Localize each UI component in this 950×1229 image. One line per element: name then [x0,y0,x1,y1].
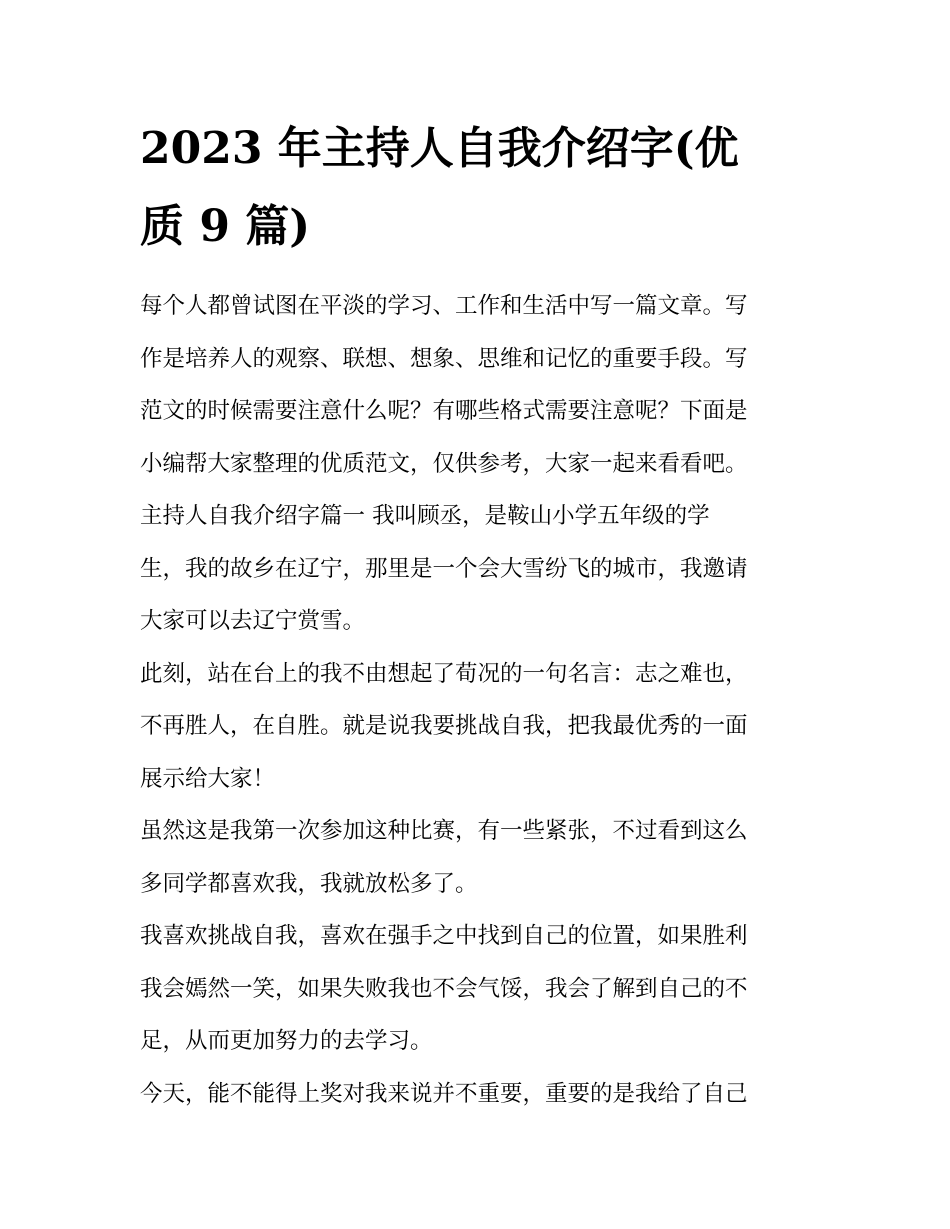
text-line: 足，从而更加努力的去学习。 [140,1028,433,1054]
text-line: 展示给大家！ [140,765,276,792]
text-line: 大家可以去辽宁赏雪。 [140,608,366,634]
text-line: 多同学都喜欢我，我就放松多了。 [140,870,478,897]
text-line: 主持人自我介绍字篇一 我叫顾丞，是鞍山小学五年级的学 [140,503,710,529]
text-line: 作是培养人的观察、联想、想象、思维和记忆的重要手段。写 [140,345,748,372]
text-line: 今天，能不能得上奖对我来说并不重要，重要的是我给了自己 [140,1080,748,1107]
document-content [140,110,820,1120]
text-line: 不再胜人，在自胜。就是说我要挑战自我，把我最优秀的一面 [140,713,748,739]
text-line: 此刻，站在台上的我不由想起了荀况的一句名言：志之难也， [140,660,748,687]
text-line: 我喜欢挑战自我，喜欢在强手之中找到自己的位置，如果胜利 [140,923,748,949]
text-line: 小编帮大家整理的优质范文，仅供参考，大家一起来看看吧。 [140,450,748,477]
body-text [140,280,820,1120]
text-line: 范文的时候需要注意什么呢？有哪些格式需要注意呢？下面是 [140,398,748,424]
text-line: 我会嫣然一笑，如果失败我也不会气馁，我会了解到自己的不 [140,975,748,1002]
title-line-1: 2023 年主持人自我介绍字(优 [140,123,739,174]
title-line-2: 质 9 篇) [140,201,311,252]
text-line: 虽然这是我第一次参加这种比赛，有一些紧张，不过看到这么 [140,818,748,844]
text-line: 每个人都曾试图在平淡的学习、工作和生活中写一篇文章。写 [140,293,748,319]
text-line: 生，我的故乡在辽宁，那里是一个会大雪纷飞的城市，我邀请 [140,555,748,582]
document-title [140,110,820,266]
